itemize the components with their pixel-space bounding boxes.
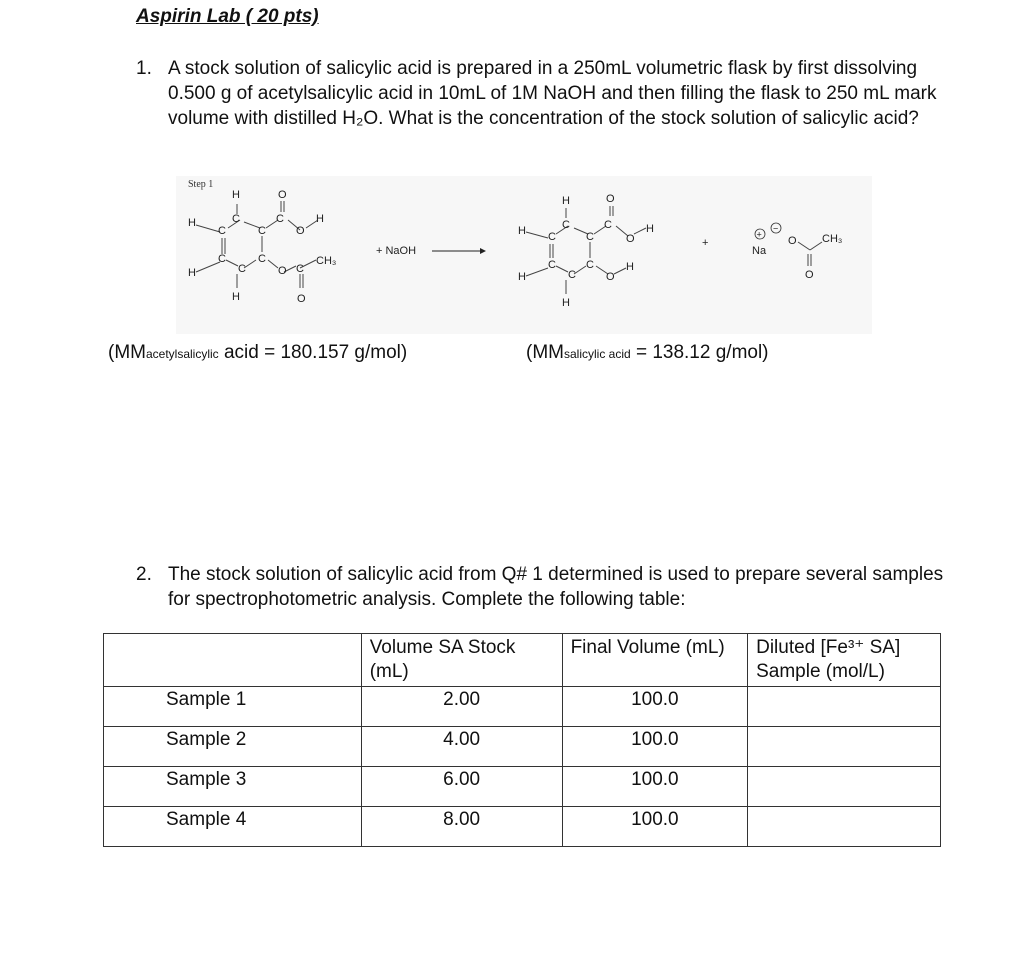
- svg-text:C: C: [562, 219, 570, 231]
- table-row: [104, 807, 941, 847]
- svg-text:O: O: [626, 233, 635, 245]
- salicylic-acid-atoms: [518, 193, 654, 309]
- svg-text:C: C: [258, 253, 266, 265]
- question-2-number: 2.: [136, 564, 152, 585]
- dilution-table: [103, 633, 941, 847]
- svg-text:H: H: [188, 217, 196, 229]
- svg-text:H: H: [518, 271, 526, 283]
- question-1-number: 1.: [136, 58, 152, 79]
- svg-text:H: H: [232, 189, 240, 201]
- svg-text:CH₃: CH₃: [316, 255, 337, 267]
- sample-name: Sample 4: [104, 807, 362, 847]
- svg-text:C: C: [586, 231, 594, 243]
- sodium-label: Na: [752, 245, 767, 257]
- svg-text:C: C: [258, 225, 266, 237]
- svg-text:H: H: [316, 213, 324, 225]
- salicylic-acid-structure: [526, 206, 646, 294]
- svg-text:O: O: [278, 189, 287, 201]
- sodium-acetate-structure: [752, 223, 842, 281]
- molar-mass-salicylic-subscript: salicylic acid: [563, 347, 631, 361]
- svg-text:C: C: [218, 253, 226, 265]
- diluted-cell[interactable]: [748, 767, 941, 807]
- svg-text:H: H: [646, 223, 654, 235]
- svg-text:C: C: [218, 225, 226, 237]
- plus-sign: +: [702, 237, 709, 249]
- table-header-blank: [104, 634, 362, 687]
- step-label: Step 1: [188, 179, 214, 190]
- svg-text:C: C: [276, 213, 284, 225]
- reaction-scheme: [176, 176, 872, 334]
- svg-text:O: O: [788, 235, 797, 247]
- table-row: [104, 727, 941, 767]
- table-header-diluted: Diluted [Fe³⁺ SA] Sample (mol/L): [748, 634, 941, 687]
- diluted-cell[interactable]: [748, 727, 941, 767]
- final-volume-cell: 100.0: [562, 687, 748, 727]
- svg-text:O: O: [297, 293, 306, 305]
- svg-text:C: C: [296, 263, 304, 275]
- svg-text:C: C: [238, 263, 246, 275]
- table-row: [104, 767, 941, 807]
- diluted-cell[interactable]: [748, 687, 941, 727]
- volume-cell: 4.00: [361, 727, 562, 767]
- table-row: [104, 687, 941, 727]
- positive-charge: +: [756, 229, 762, 240]
- svg-text:H: H: [562, 195, 570, 207]
- volume-cell: 2.00: [361, 687, 562, 727]
- volume-cell: 8.00: [361, 807, 562, 847]
- svg-text:H: H: [188, 267, 196, 279]
- sample-name: Sample 3: [104, 767, 362, 807]
- final-volume-cell: 100.0: [562, 807, 748, 847]
- svg-text:CH₃: CH₃: [822, 233, 843, 245]
- final-volume-cell: 100.0: [562, 727, 748, 767]
- table-header-row: [104, 634, 941, 687]
- molar-mass-acetylsalicylic: (MMacetylsalicylic acid = 180.157 g/mol): [108, 342, 408, 363]
- svg-text:O: O: [805, 269, 814, 281]
- svg-text:H: H: [626, 261, 634, 273]
- svg-text:C: C: [604, 219, 612, 231]
- svg-text:C: C: [232, 213, 240, 225]
- svg-text:C: C: [568, 269, 576, 281]
- page-title: Aspirin Lab ( 20 pts): [136, 6, 319, 27]
- question-1-text: A stock solution of salicylic acid is prepared in a 250mL volumetric flask by first dissolving 0.500 g of acetylsalicylic acid in 10mL of 1M NaOH and then filling the flask to 250 mL mark volume with distilled H₂O. What is the concentration of the stock solution of salicylic acid?: [168, 58, 937, 129]
- volume-cell: 6.00: [361, 767, 562, 807]
- reaction-scheme-drawing: [176, 176, 872, 334]
- svg-text:H: H: [562, 297, 570, 309]
- svg-text:C: C: [586, 259, 594, 271]
- svg-text:H: H: [518, 225, 526, 237]
- svg-text:C: C: [548, 259, 556, 271]
- table-header-volume: Volume SA Stock (mL): [361, 634, 562, 687]
- svg-text:O: O: [606, 193, 615, 205]
- diluted-cell[interactable]: [748, 807, 941, 847]
- molar-mass-salicylic: (MMsalicylic acid = 138.12 g/mol): [526, 342, 769, 363]
- final-volume-cell: 100.0: [562, 767, 748, 807]
- svg-text:O: O: [606, 271, 615, 283]
- reagent-label: + NaOH: [376, 245, 417, 257]
- molar-mass-acetylsalicylic-subscript: acetylsalicylic: [145, 347, 219, 361]
- question-2-text: The stock solution of salicylic acid from Q# 1 determined is used to prepare several samples for spectrophotometric analysis. Complete the following table:: [168, 564, 944, 610]
- reaction-arrow: [432, 248, 486, 254]
- svg-text:O: O: [278, 265, 287, 277]
- negative-charge: −: [773, 223, 779, 234]
- sample-name: Sample 2: [104, 727, 362, 767]
- svg-text:H: H: [232, 291, 240, 303]
- svg-text:O: O: [296, 225, 305, 237]
- table-header-final-volume: Final Volume (mL): [562, 634, 748, 687]
- svg-text:C: C: [548, 231, 556, 243]
- sample-name: Sample 1: [104, 687, 362, 727]
